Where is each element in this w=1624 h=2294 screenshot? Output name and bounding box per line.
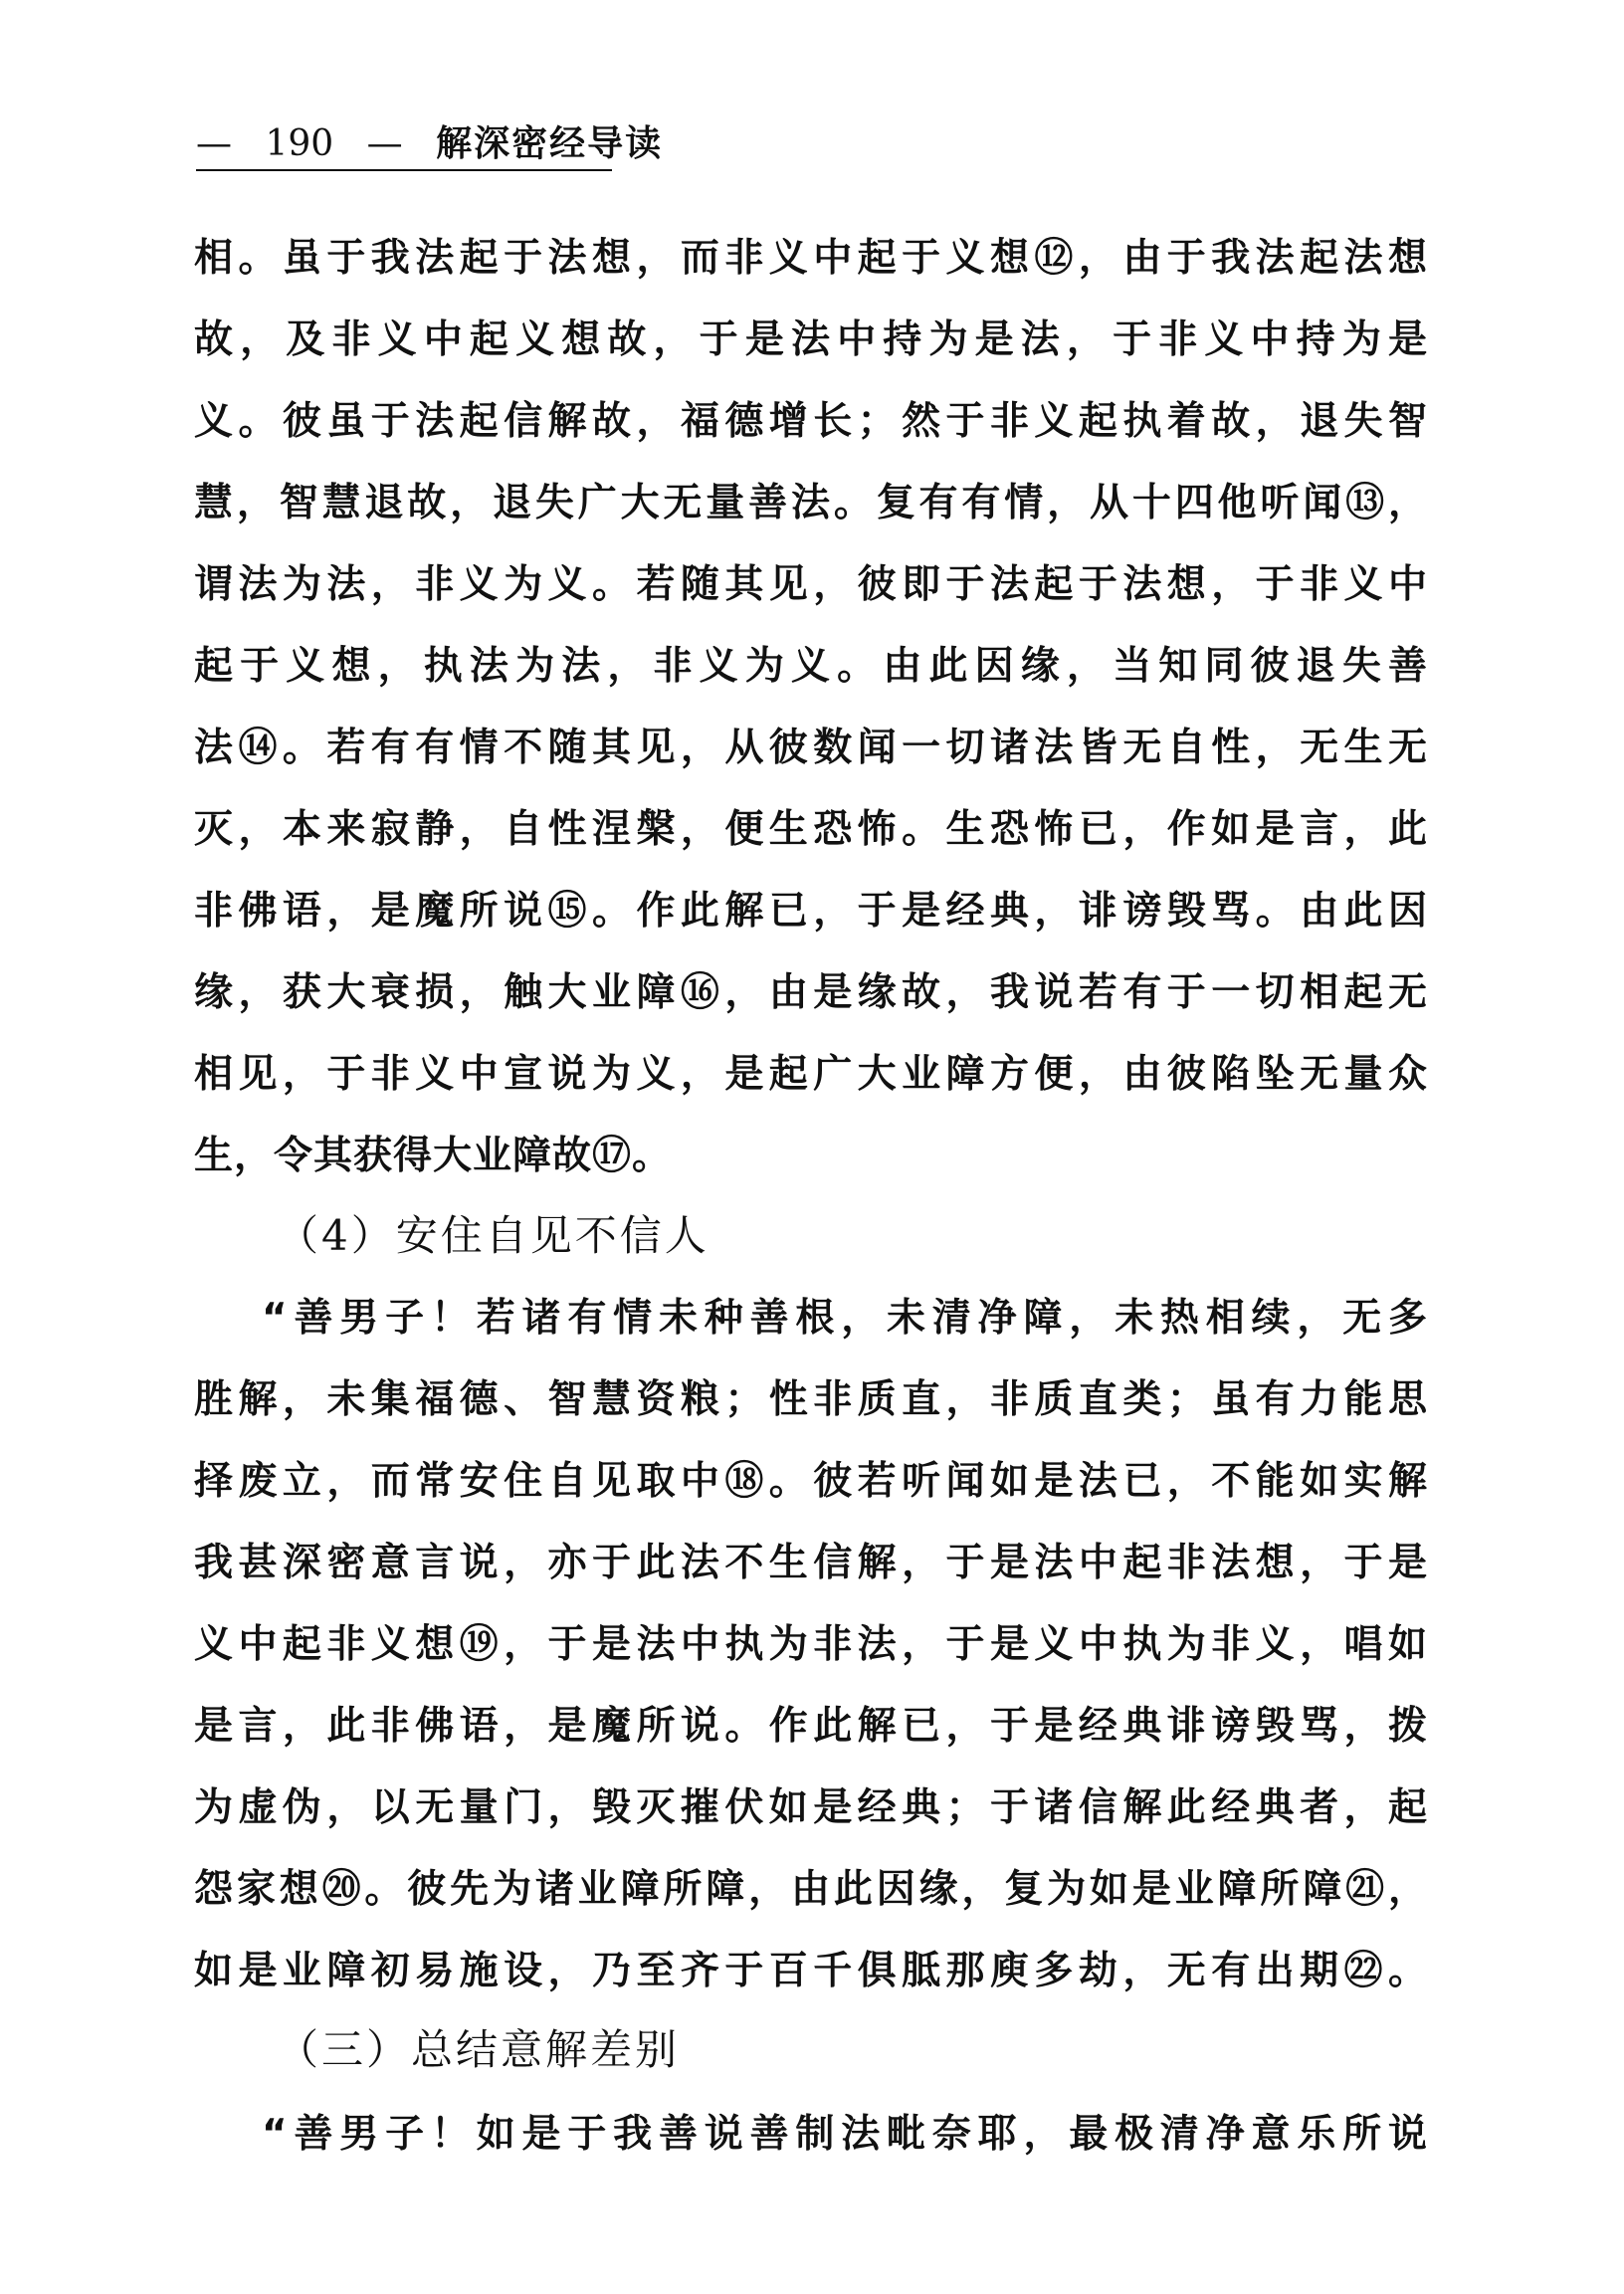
section-heading: （4）安住自见不信人 [277,1211,710,1260]
text-line: 是言，此非佛语，是魔所说。作此解已，于是经典诽谤毁骂，拨 [194,1704,1428,1749]
header-rule [196,169,612,171]
book-title: 解深密经导读 [436,123,664,164]
text-line: 非佛语，是魔所说⑮。作此解已，于是经典，诽谤毁骂。由此因 [194,889,1428,934]
running-header [196,119,685,169]
text-line: 灭，本来寂静，自性涅槃，便生恐怖。生恐怖已，作如是言，此 [194,807,1428,852]
text-line: 择废立，而常安住自见取中⑱。彼若听闻如是法已，不能如实解 [194,1459,1428,1504]
text-line: 胜解，未集福德、智慧资粮；性非质直，非质直类；虽有力能思 [194,1377,1428,1422]
text-line: 法⑭。若有有情不随其见，从彼数闻一切诸法皆无自性，无生无 [194,726,1428,770]
text-line: 义中起非义想⑲，于是法中执为非法，于是义中执为非义，唱如 [194,1622,1428,1667]
page-number: 190 [265,123,334,164]
text-line: 谓法为法，非义为义。若随其见，彼即于法起于法想，于非义中 [194,562,1428,607]
text-line: 相见，于非义中宣说为义，是起广大业障方便，由彼陷坠无量众 [194,1052,1428,1097]
text-line: 相。虽于我法起于法想，而非义中起于义想⑫，由于我法起法想 [194,236,1428,281]
text-line: 起于义想，执法为法，非义为义。由此因缘，当知同彼退失善 [194,644,1428,689]
text-line: “善男子！若诸有情未种善根，未清净障，未热相续，无多 [262,1296,1428,1341]
text-line: 生，令其获得大业障故⑰。 [194,1134,673,1178]
text-line: “善男子！如是于我善说善制法毗奈耶，最极清净意乐所说 [262,2112,1428,2157]
text-line: 如是业障初易施设，乃至齐于百千俱胝那庾多劫，无有出期㉒。 [194,1949,1428,1993]
text-line: 为虚伪，以无量门，毁灭摧伏如是经典；于诸信解此经典者，起 [194,1785,1428,1830]
text-line: 故，及非义中起义想故，于是法中持为是法，于非义中持为是 [194,317,1428,362]
text-line: 怨家想⑳。彼先为诸业障所障，由此因缘，复为如是业障所障㉑， [194,1867,1428,1912]
text-line: 我甚深密意言说，亦于此法不生信解，于是法中起非法想，于是 [194,1541,1428,1585]
text-line: 缘，获大衰损，触大业障⑯，由是缘故，我说若有于一切相起无 [194,970,1428,1015]
text-line: 慧，智慧退故，退失广大无量善法。复有有情，从十四他听闻⑬， [194,481,1428,525]
section-heading: （三）总结意解差别 [277,2025,681,2074]
text-line: 义。彼虽于法起信解故，福德增长；然于非义起执着故，退失智 [194,399,1428,444]
header-dash-right: — [366,123,403,164]
header-dash-left: — [196,123,232,164]
